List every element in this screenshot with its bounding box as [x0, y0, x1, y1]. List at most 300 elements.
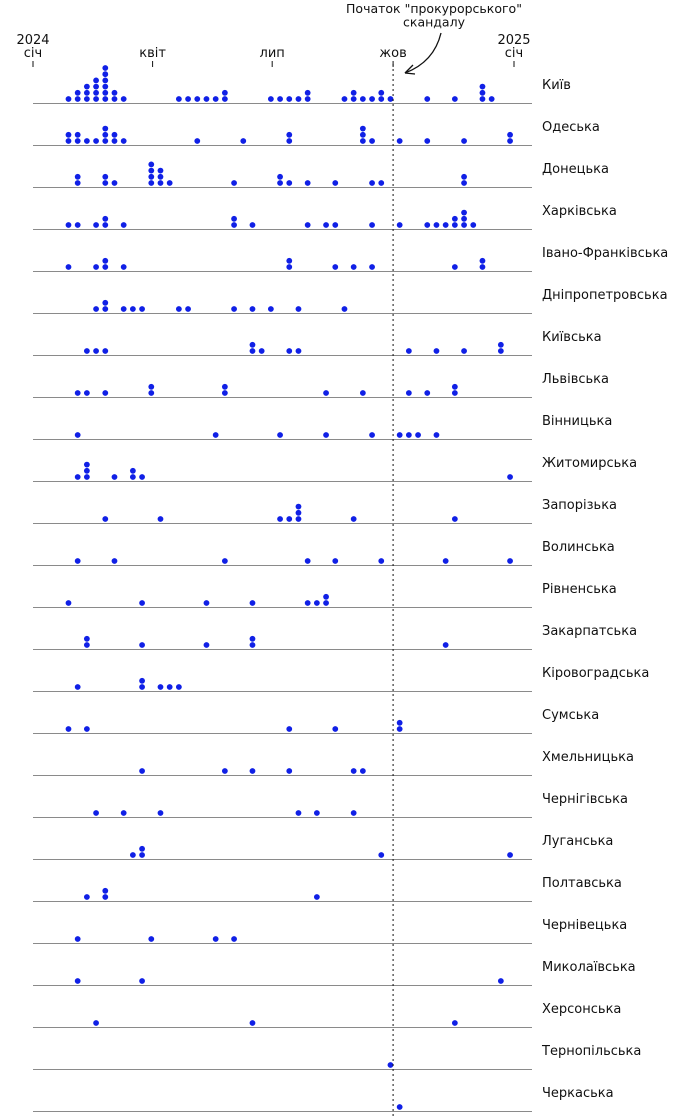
region-row	[33, 498, 617, 524]
data-dot	[93, 84, 99, 90]
data-dot	[397, 726, 403, 732]
data-dot	[277, 96, 283, 102]
row-label: Львівська	[542, 372, 609, 387]
data-dot	[93, 96, 99, 102]
data-dot	[66, 726, 72, 732]
data-dot	[286, 258, 292, 264]
data-dot	[296, 306, 302, 312]
data-dot	[268, 96, 274, 102]
data-dot	[498, 348, 504, 354]
data-dot	[332, 264, 338, 270]
data-dot	[286, 96, 292, 102]
data-dot	[158, 168, 164, 174]
data-dot	[277, 180, 283, 186]
row-label: Запорізька	[542, 498, 618, 513]
data-dot	[139, 852, 145, 858]
data-dot	[84, 138, 90, 144]
row-label: Сумська	[542, 708, 600, 723]
data-dot	[66, 600, 72, 606]
data-dot	[296, 348, 302, 354]
data-dot	[102, 306, 108, 312]
data-dot	[250, 348, 256, 354]
data-dot	[84, 726, 90, 732]
data-dot	[139, 678, 145, 684]
data-dot	[250, 600, 256, 606]
data-dot	[93, 1020, 99, 1026]
row-label: Херсонська	[542, 1002, 622, 1017]
data-dot	[461, 216, 467, 222]
data-dot	[452, 384, 458, 390]
data-dot	[424, 390, 430, 396]
data-dot	[231, 216, 237, 222]
data-dot	[231, 180, 237, 186]
data-dot	[213, 96, 219, 102]
data-dot	[296, 96, 302, 102]
data-dot	[480, 258, 486, 264]
data-dot	[286, 768, 292, 774]
data-dot	[158, 810, 164, 816]
data-dot	[452, 216, 458, 222]
data-dot	[75, 138, 81, 144]
data-dot	[461, 348, 467, 354]
row-label: Миколаївська	[542, 960, 636, 975]
x-tick-label: лип	[259, 46, 285, 61]
data-dot	[323, 432, 329, 438]
data-dot	[461, 138, 467, 144]
data-dot	[250, 1020, 256, 1026]
x-tick-label: квіт	[139, 46, 166, 61]
region-row	[33, 666, 649, 692]
data-dot	[231, 306, 237, 312]
data-dot	[351, 768, 357, 774]
data-dot	[102, 894, 108, 900]
data-dot	[130, 852, 136, 858]
region-row	[33, 624, 637, 650]
data-dot	[121, 138, 127, 144]
row-label: Одеська	[542, 120, 600, 135]
data-dot	[93, 78, 99, 84]
data-dot	[130, 474, 136, 480]
data-dot	[286, 138, 292, 144]
data-dot	[139, 684, 145, 690]
data-dot	[369, 264, 375, 270]
data-dot	[480, 90, 486, 96]
data-dot	[84, 894, 90, 900]
data-dot	[452, 96, 458, 102]
data-dot	[250, 636, 256, 642]
data-dot	[112, 90, 118, 96]
row-label: Тернопільська	[542, 1044, 642, 1059]
data-dot	[213, 936, 219, 942]
data-dot	[102, 96, 108, 102]
data-dot	[378, 852, 384, 858]
data-dot	[139, 642, 145, 648]
data-dot	[360, 132, 366, 138]
data-dot	[332, 180, 338, 186]
data-dot	[296, 510, 302, 516]
data-dot	[332, 726, 338, 732]
row-label: Луганська	[542, 834, 614, 849]
data-dot	[388, 96, 394, 102]
data-dot	[84, 90, 90, 96]
region-row	[33, 750, 634, 776]
data-dot	[148, 168, 154, 174]
data-dot	[498, 342, 504, 348]
data-dot	[66, 222, 72, 228]
row-label: Івано-Франківська	[542, 246, 669, 261]
data-dot	[351, 516, 357, 522]
data-dot	[434, 222, 440, 228]
data-dot	[369, 180, 375, 186]
data-dot	[130, 468, 136, 474]
data-dot	[84, 636, 90, 642]
data-dot	[93, 222, 99, 228]
data-dot	[102, 78, 108, 84]
region-row	[33, 876, 622, 902]
region-row	[33, 1086, 614, 1112]
data-dot	[443, 222, 449, 228]
data-dot	[84, 390, 90, 396]
data-dot	[75, 90, 81, 96]
data-dot	[130, 306, 136, 312]
row-label: Рівненська	[542, 582, 617, 597]
data-dot	[102, 71, 108, 77]
row-label: Полтавська	[542, 876, 622, 891]
data-dot	[305, 96, 311, 102]
data-dot	[66, 132, 72, 138]
data-dot	[66, 138, 72, 144]
data-dot	[286, 180, 292, 186]
data-dot	[75, 474, 81, 480]
data-dot	[480, 96, 486, 102]
row-label: Волинська	[542, 540, 615, 555]
data-dot	[148, 162, 154, 168]
data-dot	[360, 390, 366, 396]
data-dot	[121, 306, 127, 312]
data-dot	[75, 222, 81, 228]
data-dot	[102, 258, 108, 264]
data-dot	[102, 264, 108, 270]
data-dot	[102, 65, 108, 71]
data-dot	[167, 180, 173, 186]
data-dot	[102, 300, 108, 306]
data-dot	[176, 684, 182, 690]
data-dot	[378, 558, 384, 564]
data-dot	[222, 558, 228, 564]
row-label: Закарпатська	[542, 624, 638, 639]
data-dot	[102, 126, 108, 132]
data-dot	[507, 852, 513, 858]
data-dot	[286, 264, 292, 270]
data-dot	[75, 174, 81, 180]
data-dot	[250, 342, 256, 348]
data-dot	[222, 96, 228, 102]
data-dot	[351, 96, 357, 102]
data-dot	[93, 138, 99, 144]
data-dot	[369, 222, 375, 228]
data-dot	[397, 1104, 403, 1110]
data-dot	[332, 222, 338, 228]
data-dot	[342, 96, 348, 102]
data-dot	[434, 348, 440, 354]
data-dot	[461, 210, 467, 216]
annotation-label: скандалу	[403, 14, 465, 30]
data-dot	[84, 474, 90, 480]
data-dot	[286, 726, 292, 732]
region-rows	[33, 65, 668, 1111]
data-dot	[452, 390, 458, 396]
data-dot	[360, 96, 366, 102]
data-dot	[84, 84, 90, 90]
data-dot	[507, 138, 513, 144]
data-dot	[112, 138, 118, 144]
data-dot	[139, 978, 145, 984]
region-row	[33, 120, 600, 146]
region-row	[33, 1002, 621, 1028]
data-dot	[305, 600, 311, 606]
data-dot	[250, 306, 256, 312]
data-dot	[84, 348, 90, 354]
data-dot	[194, 138, 200, 144]
data-dot	[121, 96, 127, 102]
data-dot	[296, 810, 302, 816]
data-dot	[452, 222, 458, 228]
data-dot	[231, 222, 237, 228]
data-dot	[139, 306, 145, 312]
data-dot	[397, 432, 403, 438]
data-dot	[213, 432, 219, 438]
data-dot	[406, 432, 412, 438]
data-dot	[452, 516, 458, 522]
data-dot	[204, 600, 210, 606]
data-dot	[102, 138, 108, 144]
data-dot	[305, 90, 311, 96]
data-dot	[286, 132, 292, 138]
annotation-label: Початок "прокурорського"	[346, 1, 522, 16]
data-dot	[112, 132, 118, 138]
data-dot	[204, 642, 210, 648]
data-dot	[314, 894, 320, 900]
data-dot	[112, 96, 118, 102]
data-dot	[139, 600, 145, 606]
data-dot	[296, 516, 302, 522]
data-dot	[369, 138, 375, 144]
data-dot	[498, 978, 504, 984]
region-row	[33, 540, 615, 566]
data-dot	[268, 306, 274, 312]
data-dot	[102, 390, 108, 396]
data-dot	[369, 432, 375, 438]
data-dot	[443, 558, 449, 564]
data-dot	[461, 222, 467, 228]
data-dot	[470, 222, 476, 228]
data-dot	[332, 558, 338, 564]
data-dot	[112, 558, 118, 564]
data-dot	[424, 222, 430, 228]
region-row	[33, 414, 612, 440]
data-dot	[378, 96, 384, 102]
data-dot	[360, 126, 366, 132]
data-dot	[305, 180, 311, 186]
data-dot	[461, 174, 467, 180]
data-dot	[102, 174, 108, 180]
data-dot	[378, 180, 384, 186]
data-dot	[148, 174, 154, 180]
data-dot	[93, 306, 99, 312]
data-dot	[139, 768, 145, 774]
data-dot	[222, 768, 228, 774]
data-dot	[369, 96, 375, 102]
data-dot	[66, 264, 72, 270]
x-tick-label: 2025	[497, 33, 531, 48]
region-row	[33, 960, 636, 986]
data-dot	[93, 348, 99, 354]
data-dot	[286, 516, 292, 522]
region-row	[33, 288, 668, 314]
data-dot	[314, 600, 320, 606]
data-dot	[75, 936, 81, 942]
data-dot	[93, 810, 99, 816]
region-row	[33, 330, 602, 356]
x-tick-label: жов	[379, 46, 407, 61]
row-label: Харківська	[542, 204, 617, 219]
data-dot	[121, 222, 127, 228]
data-dot	[102, 90, 108, 96]
data-dot	[148, 384, 154, 390]
x-tick-label: 2024	[16, 33, 50, 48]
data-dot	[75, 132, 81, 138]
row-label: Хмельницька	[542, 750, 634, 765]
data-dot	[167, 684, 173, 690]
data-dot	[222, 90, 228, 96]
row-label: Дніпропетровська	[542, 288, 668, 303]
data-dot	[158, 180, 164, 186]
data-dot	[397, 720, 403, 726]
data-dot	[323, 222, 329, 228]
data-dot	[185, 306, 191, 312]
data-dot	[388, 1062, 394, 1068]
data-dot	[102, 84, 108, 90]
data-dot	[397, 138, 403, 144]
data-dot	[250, 222, 256, 228]
data-dot	[84, 462, 90, 468]
row-label: Донецька	[542, 162, 609, 177]
data-dot	[84, 468, 90, 474]
row-label: Чернігівська	[542, 792, 629, 807]
data-dot	[378, 90, 384, 96]
region-row	[33, 918, 627, 944]
data-dot	[222, 384, 228, 390]
data-dot	[158, 516, 164, 522]
region-row	[33, 1044, 641, 1070]
data-dot	[424, 96, 430, 102]
data-dot	[194, 96, 200, 102]
data-dot	[75, 684, 81, 690]
region-row	[33, 834, 613, 860]
row-label: Київська	[542, 330, 602, 345]
data-dot	[102, 888, 108, 894]
data-dot	[222, 390, 228, 396]
x-tick-label: січ	[23, 46, 43, 61]
data-dot	[360, 768, 366, 774]
data-dot	[102, 516, 108, 522]
data-dot	[360, 138, 366, 144]
data-dot	[102, 348, 108, 354]
region-row	[33, 246, 668, 272]
region-row	[33, 456, 637, 482]
data-dot	[204, 96, 210, 102]
data-dot	[452, 264, 458, 270]
data-dot	[75, 96, 81, 102]
data-dot	[185, 96, 191, 102]
row-label: Черкаська	[542, 1086, 614, 1101]
data-dot	[158, 684, 164, 690]
row-label: Кіровоградська	[542, 666, 650, 681]
data-dot	[323, 594, 329, 600]
data-dot	[305, 558, 311, 564]
data-dot	[305, 222, 311, 228]
data-dot	[75, 180, 81, 186]
data-dot	[434, 432, 440, 438]
data-dot	[102, 216, 108, 222]
scandal-marker	[346, 1, 522, 1119]
data-dot	[443, 642, 449, 648]
data-dot	[176, 306, 182, 312]
data-dot	[139, 846, 145, 852]
data-dot	[176, 96, 182, 102]
data-dot	[148, 936, 154, 942]
data-dot	[148, 180, 154, 186]
data-dot	[286, 348, 292, 354]
region-row	[33, 792, 628, 818]
data-dot	[507, 558, 513, 564]
row-label: Київ	[542, 78, 571, 93]
x-axis	[16, 33, 530, 67]
data-dot	[342, 306, 348, 312]
data-dot	[84, 642, 90, 648]
data-dot	[351, 90, 357, 96]
data-dot	[296, 504, 302, 510]
data-dot	[250, 642, 256, 648]
row-label: Чернівецька	[542, 918, 628, 933]
region-row	[33, 582, 617, 608]
data-dot	[406, 390, 412, 396]
data-dot	[323, 390, 329, 396]
data-dot	[507, 474, 513, 480]
data-dot	[75, 432, 81, 438]
region-row	[33, 162, 609, 188]
data-dot	[112, 474, 118, 480]
row-label: Вінницька	[542, 414, 613, 429]
data-dot	[93, 90, 99, 96]
data-dot	[139, 474, 145, 480]
data-dot	[102, 222, 108, 228]
data-dot	[121, 810, 127, 816]
data-dot	[323, 600, 329, 606]
data-dot	[93, 264, 99, 270]
data-dot	[75, 558, 81, 564]
data-dot	[121, 264, 127, 270]
data-dot	[397, 222, 403, 228]
data-dot	[231, 936, 237, 942]
data-dot	[259, 348, 265, 354]
data-dot	[406, 348, 412, 354]
data-dot	[480, 84, 486, 90]
data-dot	[424, 138, 430, 144]
data-dot	[351, 264, 357, 270]
data-dot	[351, 810, 357, 816]
data-dot	[84, 96, 90, 102]
